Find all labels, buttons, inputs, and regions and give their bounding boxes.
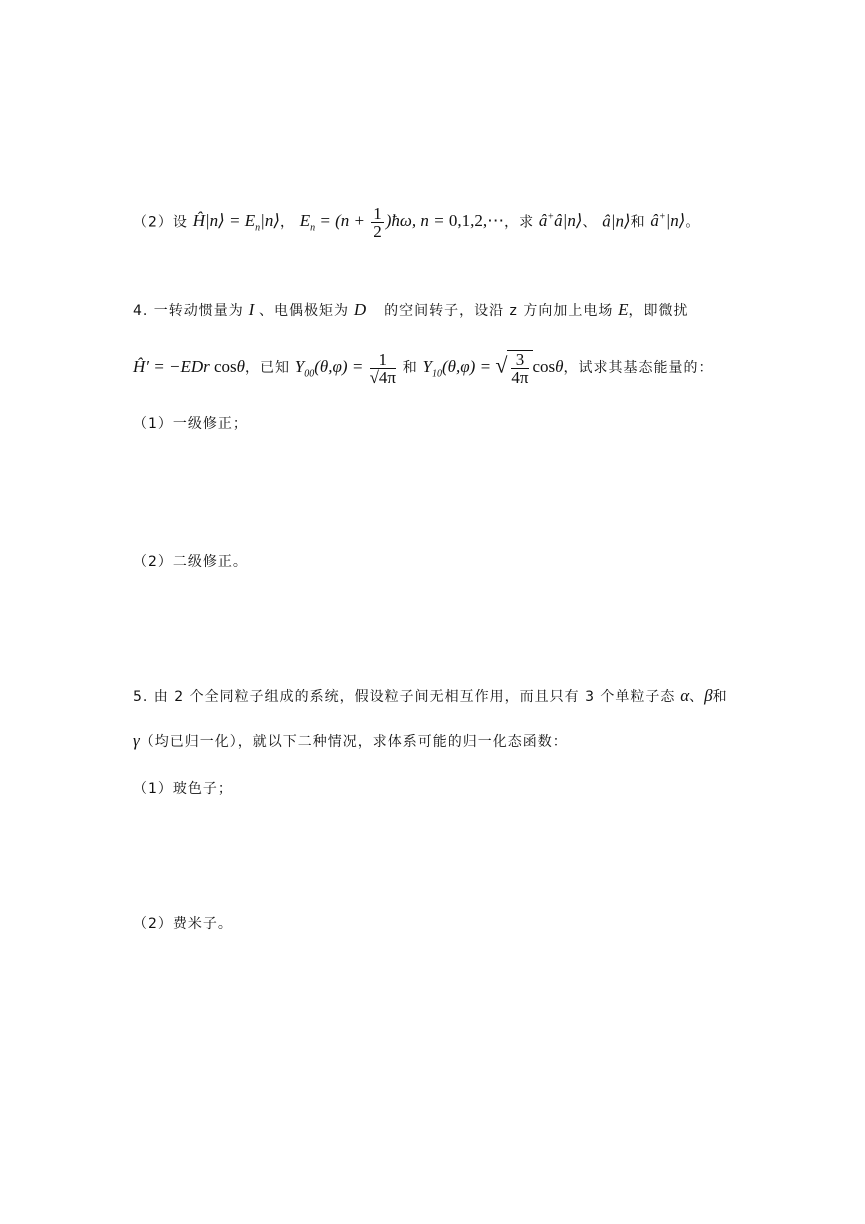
q5-gamma: γ: [133, 731, 140, 750]
q4-part2: （2）二级修正。: [133, 554, 248, 570]
q4-line1: [133, 300, 689, 321]
q3-op-a: â|n⟩: [602, 211, 631, 231]
q5-part1: （1）玻色子；: [133, 781, 233, 797]
q4-line2: [133, 350, 714, 386]
q5-and: 和: [712, 689, 728, 705]
q4-part1: （1）一级修正；: [133, 416, 248, 432]
q3-part2-label: （2）: [133, 214, 173, 231]
q3-op-adag: â+|n⟩: [650, 211, 686, 231]
q4-field-symbol: E: [618, 300, 629, 319]
q4-perturbation-equation: Ĥ′ = −EDr cosθ: [133, 356, 245, 376]
q3-part2-line: [133, 205, 700, 240]
q3-eigen-equation: Ĥ|n⟩ = $E_n|n⟩$: [192, 211, 280, 234]
q5-intro: 5. 由 2 个全同粒子组成的系统，假设粒子间无相互作用，而且只有 3 个单粒子态: [133, 689, 676, 705]
q4-field-text: 的空间转子，设沿 z 方向加上电场: [384, 303, 614, 319]
q4-known: ，已知: [245, 359, 290, 376]
q5-cont: （均已归一化），就以下二种情况，求体系可能的归一化态函数：: [139, 734, 568, 750]
q4-dipole-symbol: D⃗: [353, 300, 380, 319]
q5-part2: （2）费米子。: [133, 916, 233, 932]
q4-ask: ，试求其基态能量的：: [563, 359, 714, 376]
q4-and: 和: [402, 359, 418, 376]
q3-comma: ，: [279, 214, 295, 231]
q3-ask: ，求: [504, 214, 535, 231]
q5-alpha: α: [680, 686, 690, 705]
q4-y10-equation: $Y_{10}(\theta,\varphi)$ = √ $\frac{3}{4\pi}$ cosθ: [422, 350, 564, 387]
q4-y00-equation: $Y_{00}(\theta,\varphi)$ = $\frac{1}{√4\pi}$: [294, 349, 396, 387]
q3-end: 。: [685, 214, 701, 231]
q5-sep: 、: [689, 689, 705, 705]
q3-energy-equation: $E_n = (n$ + $\frac{1}{2}$ )ħω, n = 0,1,2,⋯: [299, 204, 505, 241]
q4-tail: ，即微扰: [628, 303, 689, 319]
q5-line2: [133, 731, 568, 752]
q3-sep: 、: [582, 214, 598, 231]
q3-and: 和: [630, 214, 646, 231]
q3-part2-lead: 设: [172, 214, 188, 231]
q3-op-adag-a: â+â|n⟩: [538, 211, 583, 231]
q4-sep: 、电偶极矩为: [259, 303, 350, 319]
q4-inertia-symbol: I: [248, 300, 255, 319]
q4-intro: 4. 一转动惯量为: [133, 303, 244, 319]
q5-line1: [133, 686, 728, 707]
q5-beta: β: [704, 686, 713, 705]
